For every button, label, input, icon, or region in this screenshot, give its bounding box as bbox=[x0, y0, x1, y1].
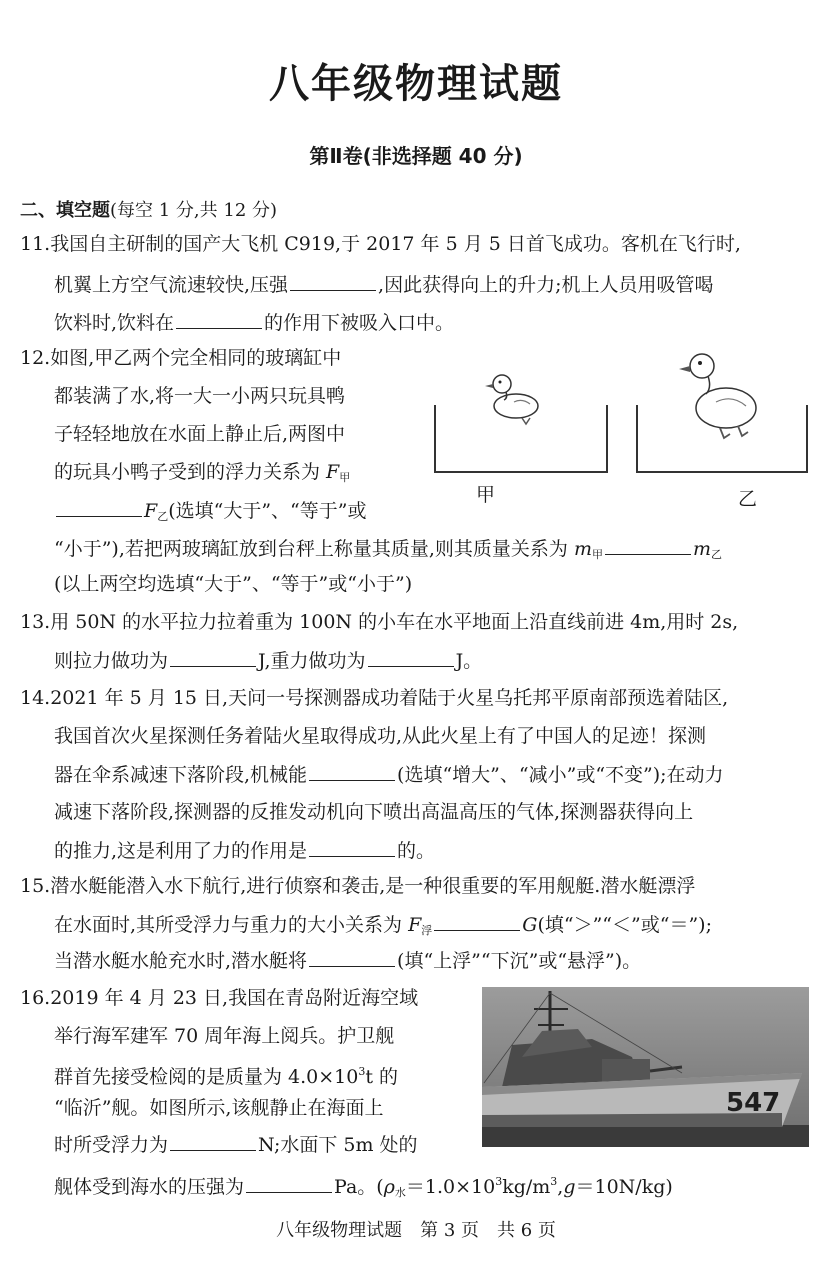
section-subtitle: 第Ⅱ卷(非选择题 40 分) bbox=[309, 144, 523, 168]
q14-line-2: 我国首次火星探测任务着陆火星取得成功,从此火星上有了中国人的足迹！探测 bbox=[54, 725, 707, 747]
q13-line-2: 则拉力做功为 J,重力做功为 J。 bbox=[54, 646, 482, 675]
q16-line-4: “临沂”舰。如图所示,该舰静止在海面上 bbox=[54, 1097, 384, 1119]
q12-line-2: 都装满了水,将一大一小两只玩具鸭 bbox=[54, 385, 346, 407]
answer-blank[interactable] bbox=[605, 534, 691, 555]
q14-line-5: 的推力,这是利用了力的作用是 的。 bbox=[54, 836, 435, 865]
q12-line-7: (以上两空均选填“大于”、“等于”或“小于”) bbox=[54, 573, 413, 595]
answer-blank[interactable] bbox=[309, 946, 395, 967]
tank-label-jia: 甲 bbox=[476, 484, 496, 506]
answer-blank[interactable] bbox=[309, 760, 395, 781]
answer-blank[interactable] bbox=[56, 496, 142, 517]
page-title: 八年级物理试题 bbox=[269, 61, 563, 107]
q15-line-1: 15.潜水艇能潜入水下航行,进行侦察和袭击,是一种很重要的军用舰艇.潜水艇漂浮 bbox=[20, 875, 696, 897]
tank-label-yi: 乙 bbox=[738, 488, 758, 510]
q12-line-3: 子轻轻地放在水面上静止后,两图中 bbox=[54, 423, 346, 445]
answer-blank[interactable] bbox=[290, 270, 376, 291]
large-duck-icon bbox=[676, 348, 772, 444]
q16-line-6: 舰体受到海水的压强为 Pa。$(\rho_水=1.0\times 10^3kg/m^3,g=10N/kg)$ bbox=[54, 1168, 673, 1207]
q16-line-3: 群首先接受检阅的是质量为 $4.0\times 10^3t$ 的 bbox=[54, 1065, 399, 1088]
page-footer: 八年级物理试题 第 3 页 共 6 页 bbox=[276, 1220, 556, 1241]
section-heading-note: (每空 1 分,共 12 分) bbox=[110, 200, 278, 221]
q11-line-1: 11.我国自主研制的国产大飞机 C919,于 2017 年 5 月 5 日首飞成功。客机在飞行时, bbox=[20, 233, 741, 255]
q12-line-6: “小于”),若把两玻璃缸放到台秤上称量其质量,则其质量关系为 $m_甲$ $m_乙$ bbox=[54, 534, 722, 569]
q14-line-3: 器在伞系减速下落阶段,机械能 (选填“增大”、“减小”或“不变”);在动力 bbox=[54, 760, 724, 789]
q12-line-5: $F_乙$(选填“大于”、“等于”或 bbox=[54, 496, 366, 531]
answer-blank[interactable] bbox=[170, 1130, 256, 1151]
q15-line-2: 在水面时,其所受浮力与重力的大小关系为 $F_浮$ G(填“＞”“＜”或“＝”); bbox=[54, 910, 712, 945]
answer-blank[interactable] bbox=[170, 646, 256, 667]
q14-line-1: 14.2021 年 5 月 15 日,天问一号探测器成功着陆于火星乌托邦平原南部预选着陆区, bbox=[20, 687, 729, 709]
q12-line-1: 12.如图,甲乙两个完全相同的玻璃缸中 bbox=[20, 347, 342, 369]
section-heading-label: 二、填空题 bbox=[20, 200, 110, 221]
q16-line-5: 时所受浮力为 N;水面下 5m 处的 bbox=[54, 1130, 418, 1159]
answer-blank[interactable] bbox=[246, 1172, 332, 1193]
answer-blank[interactable] bbox=[368, 646, 454, 667]
answer-blank[interactable] bbox=[176, 308, 262, 329]
q14-line-4: 减速下落阶段,探测器的反推发动机向下喷出高温高压的气体,探测器获得向上 bbox=[54, 801, 694, 823]
answer-blank[interactable] bbox=[309, 836, 395, 857]
q11-line-2: 机翼上方空气流速较快,压强 ,因此获得向上的升力;机上人员用吸管喝 bbox=[54, 270, 714, 299]
warship-photo bbox=[482, 987, 809, 1147]
q12-line-4: 的玩具小鸭子受到的浮力关系为 $F_甲$ bbox=[54, 461, 351, 484]
small-duck-icon bbox=[480, 368, 550, 428]
q13-line-1: 13.用 50N 的水平拉力拉着重为 100N 的小车在水平地面上沿直线前进 4m,用时 2s, bbox=[20, 611, 739, 633]
hull-number: 547 bbox=[726, 1088, 781, 1118]
q16-line-1: 16.2019 年 4 月 23 日,我国在青岛附近海空域 bbox=[20, 987, 419, 1009]
section-heading bbox=[20, 196, 277, 222]
q11-line-3: 饮料时,饮料在 的作用下被吸入口中。 bbox=[54, 308, 454, 337]
q16-line-2: 举行海军建军 70 周年海上阅兵。护卫舰 bbox=[54, 1025, 395, 1047]
q15-line-3: 当潜水艇水舱充水时,潜水艇将 (填“上浮”“下沉”或“悬浮”)。 bbox=[54, 946, 641, 975]
answer-blank[interactable] bbox=[434, 910, 520, 931]
